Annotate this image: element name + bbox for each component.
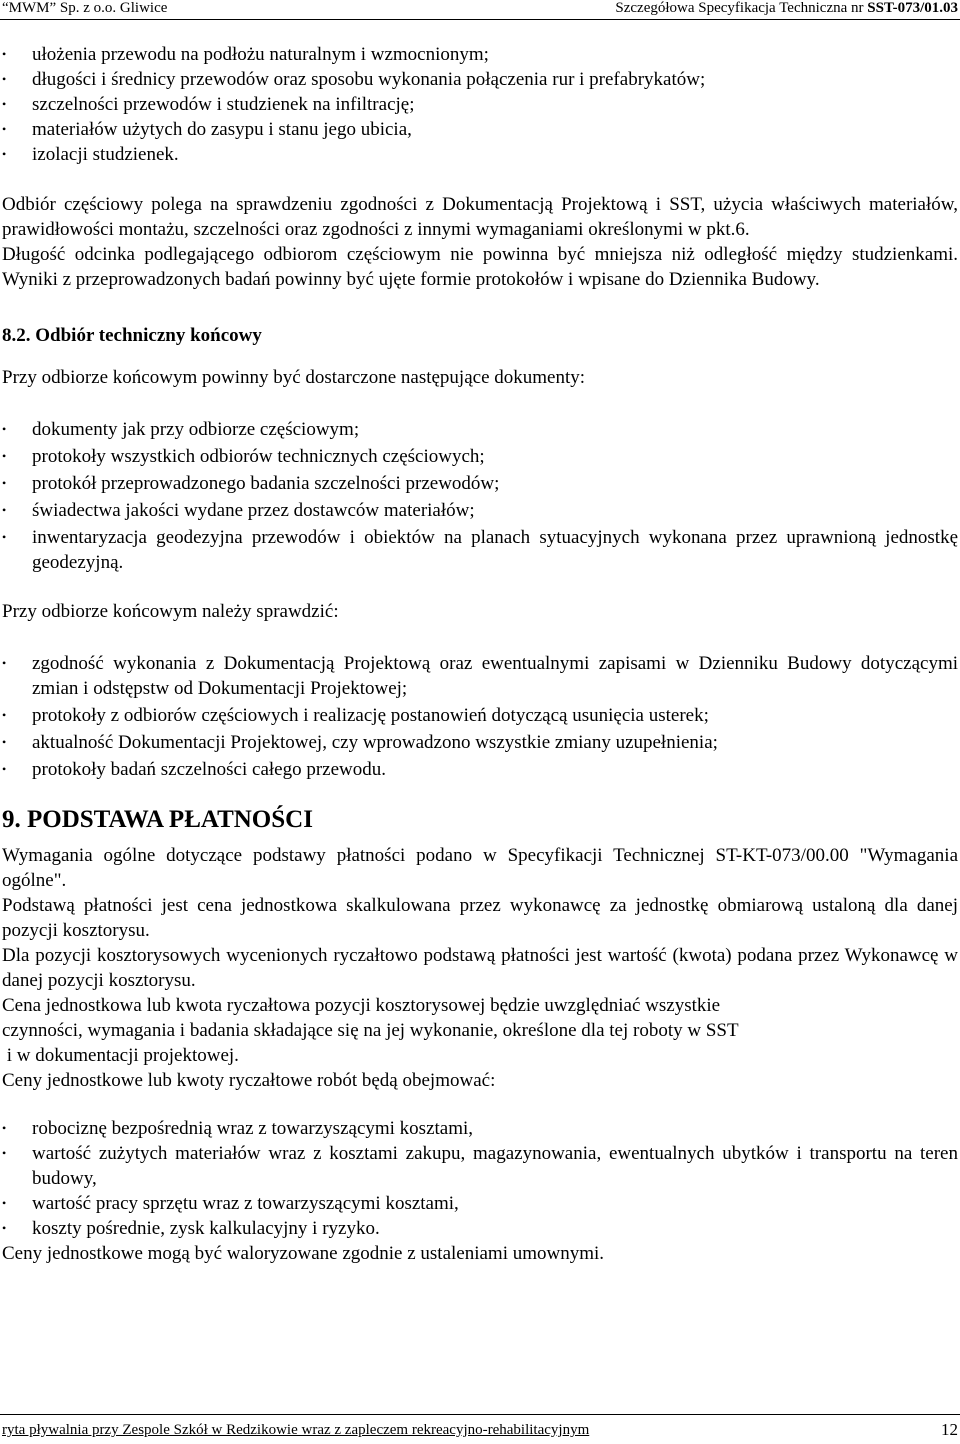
footer-project-title: ryta pływalnia przy Zespole Szkół w Redzikowie wraz z zapleczem rekreacyjno-rehabilitacyjnym [2, 1422, 590, 1438]
list-item: • inwentaryzacja geodezyjna przewodów i obiektów na planach sytuacyjnych wykonana przez uprawnioną jednostkę geodezyjną. [2, 525, 958, 575]
list-item: • protokoły wszystkich odbiorów technicznych częściowych; [2, 444, 958, 469]
paragraph: Ceny jednostkowe lub kwoty ryczałtowe robót będą obejmować: [2, 1070, 496, 1091]
page-header [0, 0, 960, 16]
header-company: “MWM” Sp. z o.o. Gliwice [2, 0, 168, 16]
list-item: • długości i średnicy przewodów oraz sposobu wykonania połączenia rur i prefabrykatów; [2, 67, 958, 92]
footer-rule [0, 1414, 960, 1415]
checks-list [2, 651, 958, 782]
document-body [2, 42, 958, 1266]
list-item: • świadectwa jakości wydane przez dostawców materiałów; [2, 498, 958, 523]
list-item: • protokół przeprowadzonego badania szczelności przewodów; [2, 471, 958, 496]
header-spec-prefix: Szczegółowa Specyfikacja Techniczna nr [615, 0, 868, 16]
list-item: • aktualność Dokumentacji Projektowej, czy wprowadzono wszystkie zmiany uzupełnienia; [2, 730, 958, 755]
paragraph-line: i w dokumentacji projektowej. [2, 1045, 239, 1066]
paragraph: Przy odbiorze końcowym należy sprawdzić: [2, 601, 339, 622]
header-spec [615, 0, 958, 16]
list-item: • koszty pośrednie, zysk kalkulacyjny i ryzyko. [2, 1216, 958, 1241]
documents-list [2, 417, 958, 575]
paragraph: Odbiór częściowy polega na sprawdzeniu zgodności z Dokumentacją Projektową i SST, użycia właściwych materiałów, prawidłowości montażu, szczelności oraz zgodności z innymi wymaganiami określonymi w pkt.6. [2, 194, 958, 240]
list-item: • dokumenty jak przy odbiorze częściowym; [2, 417, 958, 442]
paragraph [2, 993, 958, 1068]
costs-list [2, 1116, 958, 1241]
paragraph: Przy odbiorze końcowym powinny być dostarczone następujące dokumenty: [2, 367, 586, 388]
list-item: • robociznę bezpośrednią wraz z towarzyszącymi kosztami, [2, 1116, 958, 1141]
page-footer [0, 1414, 960, 1444]
paragraph: Długość odcinka podlegającego odbiorom częściowym nie powinna być mniejsza niż odległość między studzienkami. Wyniki z przeprowadzonych badań powinny być ujęte formie protokołów i wpisane do Dziennika Budowy. [2, 244, 958, 290]
list-item: • protokoły badań szczelności całego przewodu. [2, 757, 958, 782]
list-item: • szczelności przewodów i studzienek na infiltrację; [2, 92, 958, 117]
paragraph-line: Cena jednostkowa lub kwota ryczałtowa pozycji kosztorysowej będzie uwzględniać wszystkie [2, 995, 721, 1016]
paragraph: Dla pozycji kosztorysowych wycenionych ryczałtowo podstawą płatności jest wartość (kwota) podana przez Wykonawcę w danej pozycji kosztorysu. [2, 945, 958, 991]
paragraph: Ceny jednostkowe mogą być waloryzowane zgodnie z ustaleniami umownymi. [2, 1243, 605, 1264]
paragraph-line: czynności, wymagania i badania składające się na jej wykonanie, określone dla tej roboty w SST [2, 1020, 739, 1041]
list-item: • zgodność wykonania z Dokumentacją Projektową oraz ewentualnymi zapisami w Dzienniku Budowy dotyczącymi zmian i odstępstw od Dokumentacji Projektowej; [2, 651, 958, 701]
list-item: • wartość pracy sprzętu wraz z towarzyszącymi kosztami, [2, 1191, 958, 1216]
page-number: 12 [941, 1420, 958, 1439]
paragraph: Wymagania ogólne dotyczące podstawy płatności podano w Specyfikacji Technicznej ST-KT-073/00.00 "Wymagania ogólne". [2, 845, 958, 891]
inspection-list [2, 42, 958, 167]
list-item: • protokoły z odbiorów częściowych i realizację postanowień dotyczącą usunięcia usterek; [2, 703, 958, 728]
list-item: • materiałów użytych do zasypu i stanu jego ubicia, [2, 117, 958, 142]
list-item: • ułożenia przewodu na podłożu naturalnym i wzmocnionym; [2, 42, 958, 67]
section-heading: 8.2. Odbiór techniczny końcowy [2, 325, 262, 346]
paragraph: Podstawą płatności jest cena jednostkowa skalkulowana przez wykonawcę za jednostkę obmiarową ustaloną dla danej pozycji kosztorysu. [2, 895, 958, 941]
section-heading: 9. PODSTAWA PŁATNOŚCI [2, 806, 313, 833]
list-item: • izolacji studzienek. [2, 142, 958, 167]
header-rule [0, 19, 960, 20]
header-spec-code: SST-073/01.03 [867, 0, 958, 16]
list-item: • wartość zużytych materiałów wraz z kosztami zakupu, magazynowania, ewentualnych ubytków i transportu na teren budowy, [2, 1141, 958, 1191]
